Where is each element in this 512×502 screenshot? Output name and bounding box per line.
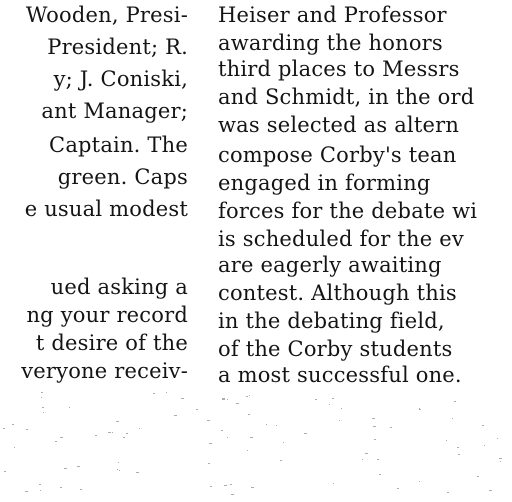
scan-speck — [25, 491, 28, 492]
scan-speck — [379, 474, 381, 475]
scan-speck — [42, 407, 44, 408]
scan-speck — [500, 461, 501, 462]
scan-speck — [39, 484, 41, 485]
left-line-2: President; R. — [47, 35, 188, 59]
scan-speck — [208, 463, 210, 464]
scan-speck — [365, 453, 368, 454]
right-line-9: is scheduled for the ev — [218, 227, 464, 251]
scan-speck — [332, 398, 334, 399]
scan-speck — [112, 432, 113, 433]
scan-speck — [251, 487, 254, 488]
scan-speck — [174, 415, 177, 416]
scan-speck — [419, 481, 420, 482]
left-line-4: ant Manager; — [41, 99, 188, 123]
scan-speck — [60, 437, 63, 438]
left-line-3: y; J. Coniski, — [53, 67, 188, 91]
right-line-12: in the debating field, — [218, 309, 445, 333]
scan-speck — [77, 466, 80, 467]
scan-speck — [222, 398, 225, 399]
scan-speck — [55, 441, 57, 442]
scan-speck — [377, 459, 379, 460]
scan-speck — [329, 404, 330, 405]
scan-speck — [181, 398, 184, 399]
scan-speck — [333, 483, 334, 484]
scan-speck — [126, 433, 128, 434]
scan-speck — [341, 408, 342, 409]
scan-speck — [222, 399, 225, 400]
scan-speck — [60, 487, 62, 488]
left-line-11: ng your record — [26, 303, 188, 327]
scan-speck — [457, 447, 459, 448]
right-line-1: Heiser and Professor — [218, 3, 447, 27]
scan-speck — [69, 407, 70, 408]
scan-speck — [136, 472, 139, 473]
left-line-12: t desire of the — [35, 331, 188, 355]
scan-speck — [339, 420, 340, 421]
scan-speck — [374, 439, 376, 440]
scan-speck — [80, 489, 82, 490]
scan-speck — [210, 486, 212, 487]
right-line-2: awarding the honors — [218, 31, 443, 55]
scan-speck — [123, 437, 125, 438]
scan-speck — [196, 409, 198, 410]
scan-speck — [26, 429, 28, 430]
scan-speck — [390, 427, 392, 428]
scan-speck — [231, 494, 234, 495]
scan-noise-area — [0, 390, 512, 502]
scan-speck — [153, 393, 155, 394]
left-line-7: e usual modest — [24, 197, 188, 221]
scan-speck — [224, 485, 227, 486]
right-line-5: was selected as altern — [218, 113, 460, 137]
left-line-6: green. Caps — [57, 165, 188, 189]
scan-speck — [64, 468, 67, 469]
scan-speck — [484, 445, 485, 446]
scan-speck — [4, 471, 6, 472]
scan-speck — [482, 425, 484, 426]
scan-speck — [95, 435, 97, 436]
scan-speck — [280, 460, 282, 461]
scan-speck — [454, 401, 456, 402]
right-line-6: compose Corby's tean — [218, 143, 457, 167]
scan-speck — [276, 425, 277, 426]
scan-speck — [249, 395, 250, 396]
scan-speck — [41, 397, 42, 398]
scan-speck — [209, 443, 212, 444]
scan-speck — [247, 450, 248, 451]
scan-speck — [3, 428, 5, 429]
scan-speck — [373, 426, 376, 427]
scan-speck — [283, 442, 284, 443]
scan-speck — [499, 458, 502, 459]
left-line-13: veryone receiv- — [21, 359, 188, 383]
scan-speck — [227, 437, 228, 438]
right-line-4: and Schmidt, in the ord — [218, 85, 475, 109]
scan-speck — [397, 488, 399, 489]
scan-speck — [372, 418, 375, 419]
left-line-5: Captain. The — [49, 133, 188, 157]
scan-speck — [12, 424, 14, 425]
scan-speck — [315, 399, 317, 400]
scan-speck — [248, 414, 250, 415]
scan-speck — [118, 462, 119, 463]
scan-speck — [207, 420, 210, 421]
left-line-1: Wooden, Presi- — [25, 3, 188, 27]
scan-speck — [117, 469, 118, 470]
scan-speck — [43, 412, 44, 413]
scan-speck — [266, 424, 267, 425]
scan-speck — [446, 440, 447, 441]
scan-speck — [41, 392, 43, 393]
right-line-3: third places to Messrs — [218, 57, 460, 81]
scan-speck — [40, 490, 41, 491]
scan-speck — [250, 437, 253, 438]
scan-speck — [108, 432, 111, 433]
scan-speck — [236, 403, 239, 404]
scan-speck — [230, 484, 232, 485]
scan-speck — [119, 470, 120, 471]
right-line-11: contest. Although this — [218, 281, 457, 305]
scan-speck — [166, 392, 167, 393]
scan-speck — [221, 430, 223, 431]
scan-speck — [419, 409, 421, 410]
scan-speck — [362, 459, 363, 460]
scan-speck — [246, 396, 248, 397]
scan-speck — [458, 454, 460, 455]
scan-speck — [227, 399, 228, 400]
scan-speck — [116, 421, 119, 422]
scan-speck — [477, 476, 479, 477]
scan-speck — [452, 418, 453, 419]
right-line-14: a most successful one. — [218, 363, 462, 387]
scan-speck — [304, 433, 307, 434]
right-line-13: of the Corby students — [218, 337, 453, 361]
scan-speck — [497, 438, 498, 439]
left-line-10: ued asking a — [50, 275, 188, 299]
scan-speck — [447, 492, 449, 493]
scan-speck — [489, 490, 492, 491]
right-line-10: are eagerly awaiting — [218, 253, 442, 277]
right-line-7: engaged in forming — [218, 171, 431, 195]
right-line-8: forces for the debate wi — [218, 199, 478, 223]
scan-speck — [139, 428, 140, 429]
scan-speck — [14, 447, 15, 448]
